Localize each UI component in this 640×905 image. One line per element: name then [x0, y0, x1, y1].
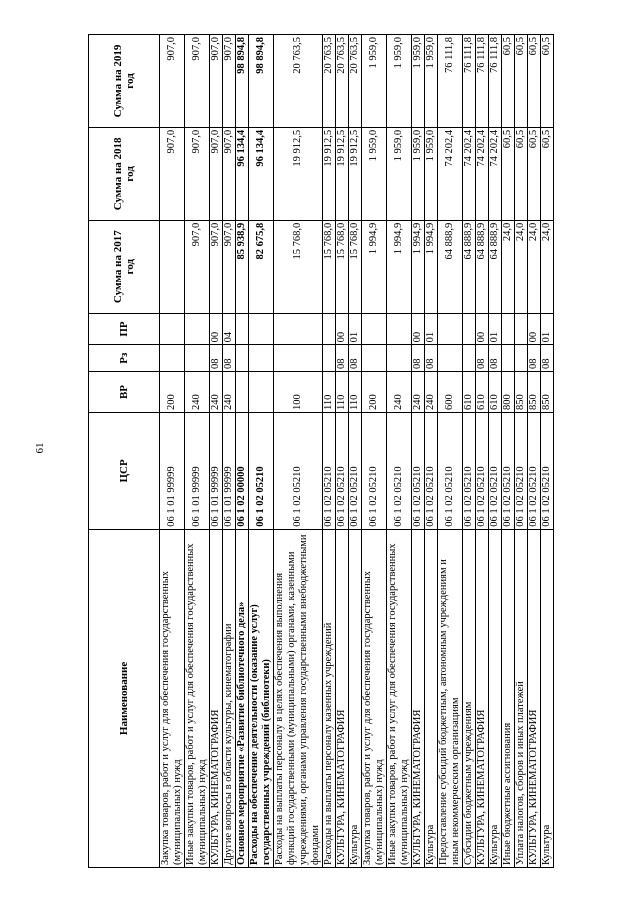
row-2018: 907,0: [185, 127, 210, 220]
row-2019: 60,5: [502, 35, 515, 128]
row-csr: 06 1 01 99999: [210, 413, 223, 530]
row-rz: 08: [528, 345, 541, 372]
row-2019: 907,0: [210, 35, 223, 128]
row-rz: 08: [541, 345, 554, 372]
row-pr: [502, 313, 515, 345]
row-name: Предоставление субсидий бюджетным, автономным учреждениям и иным некоммерческим организациям: [438, 529, 463, 867]
row-pr: [515, 313, 528, 345]
row-rz: [362, 345, 387, 372]
row-vr: 240: [223, 371, 236, 412]
row-csr: 06 1 02 00000: [236, 413, 249, 530]
row-pr: 01: [489, 313, 502, 345]
table-row: [463, 35, 476, 868]
row-2019: 1 959,0: [412, 35, 425, 128]
table-row: [249, 35, 274, 868]
row-pr: [387, 313, 412, 345]
row-rz: [463, 345, 476, 372]
row-2017: [160, 220, 185, 313]
row-2019: 60,5: [541, 35, 554, 128]
row-vr: 850: [541, 371, 554, 412]
row-pr: 00: [210, 313, 223, 345]
row-2018: 19 912,5: [274, 127, 323, 220]
row-name: Культура: [425, 529, 438, 867]
header-rz: Рз: [89, 345, 160, 372]
row-2017: 64 888,9: [463, 220, 476, 313]
row-2017: 907,0: [223, 220, 236, 313]
row-vr: [236, 371, 249, 412]
row-csr: 06 1 02 05210: [323, 413, 336, 530]
row-pr: [323, 313, 336, 345]
row-2018: 1 959,0: [412, 127, 425, 220]
row-vr: 240: [210, 371, 223, 412]
row-2019: 1 959,0: [362, 35, 387, 128]
row-2017: 64 888,9: [489, 220, 502, 313]
row-csr: 06 1 02 05210: [349, 413, 362, 530]
table-row: [438, 35, 463, 868]
table-row: [362, 35, 387, 868]
row-2019: 60,5: [528, 35, 541, 128]
table-row: [223, 35, 236, 868]
row-rz: 08: [336, 345, 349, 372]
row-2019: 76 111,8: [489, 35, 502, 128]
row-csr: 06 1 01 99999: [223, 413, 236, 530]
row-name: КУЛЬТУРА, КИНЕМАТОГРАФИЯ: [528, 529, 541, 867]
row-vr: 110: [323, 371, 336, 412]
row-2017: 64 888,9: [476, 220, 489, 313]
row-name: Культура: [349, 529, 362, 867]
row-csr: 06 1 01 99999: [160, 413, 185, 530]
row-2019: 20 763,5: [336, 35, 349, 128]
row-name: Расходы на выплаты персоналу казенных учреждений: [323, 529, 336, 867]
row-name: Закупка товаров, работ и услуг для обеспечения государственных (муниципальных) нужд: [362, 529, 387, 867]
row-rz: [236, 345, 249, 372]
row-rz: [387, 345, 412, 372]
row-2017: 15 768,0: [323, 220, 336, 313]
table-row: [274, 35, 323, 868]
row-name: Иные закупки товаров, работ и услуг для обеспечения государственных (муниципальных) нужд: [387, 529, 412, 867]
row-2019: 76 111,8: [438, 35, 463, 128]
row-2018: 74 202,4: [489, 127, 502, 220]
table-row: [236, 35, 249, 868]
row-2019: 60,5: [515, 35, 528, 128]
table-row: [349, 35, 362, 868]
rotated-page: [88, 34, 599, 868]
row-vr: 600: [438, 371, 463, 412]
row-pr: [463, 313, 476, 345]
row-rz: 08: [412, 345, 425, 372]
row-2019: 76 111,8: [463, 35, 476, 128]
row-name: КУЛЬТУРА, КИНЕМАТОГРАФИЯ: [336, 529, 349, 867]
row-rz: [438, 345, 463, 372]
table-row: [476, 35, 489, 868]
row-csr: 06 1 02 05210: [489, 413, 502, 530]
row-rz: [160, 345, 185, 372]
row-2018: 60,5: [502, 127, 515, 220]
row-vr: 110: [336, 371, 349, 412]
row-vr: 240: [425, 371, 438, 412]
row-vr: 610: [489, 371, 502, 412]
row-csr: 06 1 02 05210: [528, 413, 541, 530]
row-rz: 08: [349, 345, 362, 372]
row-2017: 907,0: [185, 220, 210, 313]
row-vr: 240: [412, 371, 425, 412]
row-csr: 06 1 02 05210: [362, 413, 387, 530]
row-csr: 06 1 02 05210: [438, 413, 463, 530]
row-name: Культура: [489, 529, 502, 867]
row-rz: [323, 345, 336, 372]
row-vr: 200: [362, 371, 387, 412]
row-2017: 15 768,0: [349, 220, 362, 313]
page-number: 61: [34, 442, 46, 454]
row-2019: 907,0: [185, 35, 210, 128]
row-vr: [249, 371, 274, 412]
row-2018: 60,5: [541, 127, 554, 220]
row-pr: 00: [528, 313, 541, 345]
row-2018: 1 959,0: [387, 127, 412, 220]
row-2019: 98 894,8: [249, 35, 274, 128]
row-2019: 20 763,5: [323, 35, 336, 128]
row-2018: 1 959,0: [425, 127, 438, 220]
row-2017: 64 888,9: [438, 220, 463, 313]
row-2018: 74 202,4: [463, 127, 476, 220]
row-2019: 98 894,8: [236, 35, 249, 128]
row-rz: [502, 345, 515, 372]
header-row: [89, 35, 160, 868]
table-row: [489, 35, 502, 868]
table-row: [185, 35, 210, 868]
table-row: [502, 35, 515, 868]
row-2017: 24,0: [515, 220, 528, 313]
table-row: [425, 35, 438, 868]
row-csr: 06 1 02 05210: [541, 413, 554, 530]
table-row: [323, 35, 336, 868]
row-name: Основное мероприятие «Развитие библиотечного дела»: [236, 529, 249, 867]
header-2018: Сумма на 2018 год: [89, 127, 160, 220]
row-2017: 24,0: [541, 220, 554, 313]
table-row: [515, 35, 528, 868]
table-row: [210, 35, 223, 868]
row-pr: [438, 313, 463, 345]
row-vr: 100: [274, 371, 323, 412]
row-pr: 01: [425, 313, 438, 345]
row-vr: 850: [528, 371, 541, 412]
row-rz: [185, 345, 210, 372]
row-2019: 1 959,0: [425, 35, 438, 128]
row-pr: [160, 313, 185, 345]
row-2019: 76 111,8: [476, 35, 489, 128]
budget-table-frame: [88, 34, 599, 868]
row-2018: 60,5: [528, 127, 541, 220]
row-2018: 1 959,0: [362, 127, 387, 220]
row-vr: 240: [387, 371, 412, 412]
row-vr: 110: [349, 371, 362, 412]
row-pr: [236, 313, 249, 345]
row-rz: 08: [489, 345, 502, 372]
header-pr: ПР: [89, 313, 160, 345]
header-vr: ВР: [89, 371, 160, 412]
row-vr: 200: [160, 371, 185, 412]
row-csr: 06 1 02 05210: [387, 413, 412, 530]
row-rz: [515, 345, 528, 372]
row-name: Субсидии бюджетным учреждениям: [463, 529, 476, 867]
row-csr: 06 1 02 05210: [476, 413, 489, 530]
row-rz: 08: [476, 345, 489, 372]
row-name: Другие вопросы в области культуры, кинематографии: [223, 529, 236, 867]
row-csr: 06 1 02 05210: [502, 413, 515, 530]
row-csr: 06 1 02 05210: [336, 413, 349, 530]
row-name: Расходы на обеспечение деятельности (оказание услуг) государственных учреждений (библиотеки): [249, 529, 274, 867]
table-row: [336, 35, 349, 868]
table-row: [412, 35, 425, 868]
row-csr: 06 1 02 05210: [274, 413, 323, 530]
row-csr: 06 1 02 05210: [463, 413, 476, 530]
row-pr: 01: [349, 313, 362, 345]
row-2018: 96 134,4: [249, 127, 274, 220]
row-csr: 06 1 02 05210: [249, 413, 274, 530]
row-2018: 60,5: [515, 127, 528, 220]
table-row: [387, 35, 412, 868]
row-csr: 06 1 02 05210: [425, 413, 438, 530]
row-2017: 82 675,8: [249, 220, 274, 313]
row-2019: 907,0: [160, 35, 185, 128]
row-2019: 20 763,5: [349, 35, 362, 128]
row-2019: 1 959,0: [387, 35, 412, 128]
header-2019: Сумма на 2019 год: [89, 35, 160, 128]
row-name: КУЛЬТУРА, КИНЕМАТОГРАФИЯ: [210, 529, 223, 867]
row-2017: 85 938,9: [236, 220, 249, 313]
row-name: Культура: [541, 529, 554, 867]
row-2019: 20 763,5: [274, 35, 323, 128]
row-2017: 15 768,0: [336, 220, 349, 313]
header-name: Наименование: [89, 529, 160, 867]
row-2018: 19 912,5: [336, 127, 349, 220]
row-name: Расходы на выплаты персоналу в целях обеспечения выполнения функций государственными (муниципальными) органами, казенными учреждениями, органами управления государственными внебюджетными фондами: [274, 529, 323, 867]
row-2019: 907,0: [223, 35, 236, 128]
row-2017: 24,0: [528, 220, 541, 313]
row-vr: 850: [515, 371, 528, 412]
row-rz: 08: [223, 345, 236, 372]
row-pr: 00: [476, 313, 489, 345]
row-2018: 907,0: [223, 127, 236, 220]
row-2017: 15 768,0: [274, 220, 323, 313]
row-name: Закупка товаров, работ и услуг для обеспечения государственных (муниципальных) нужд: [160, 529, 185, 867]
row-vr: 610: [476, 371, 489, 412]
row-rz: [249, 345, 274, 372]
header-csr: ЦСР: [89, 413, 160, 530]
row-2018: 907,0: [160, 127, 185, 220]
row-pr: [249, 313, 274, 345]
table-row: [160, 35, 185, 868]
row-rz: 08: [425, 345, 438, 372]
row-vr: 240: [185, 371, 210, 412]
row-name: Иные бюджетные ассигнования: [502, 529, 515, 867]
row-2017: 1 994,9: [412, 220, 425, 313]
row-pr: [274, 313, 323, 345]
row-pr: 00: [336, 313, 349, 345]
row-csr: 06 1 02 05210: [412, 413, 425, 530]
row-pr: 01: [541, 313, 554, 345]
header-2017: Сумма на 2017 год: [89, 220, 160, 313]
row-name: КУЛЬТУРА, КИНЕМАТОГРАФИЯ: [476, 529, 489, 867]
row-pr: [185, 313, 210, 345]
row-csr: 06 1 01 99999: [185, 413, 210, 530]
table-row: [541, 35, 554, 868]
table-body: [160, 35, 554, 868]
budget-table: [88, 34, 554, 868]
row-2018: 19 912,5: [323, 127, 336, 220]
row-2018: 907,0: [210, 127, 223, 220]
row-2018: 74 202,4: [438, 127, 463, 220]
row-2017: 1 994,9: [362, 220, 387, 313]
row-name: Иные закупки товаров, работ и услуг для обеспечения государственных (муниципальных) нужд: [185, 529, 210, 867]
row-2017: 1 994,9: [425, 220, 438, 313]
row-name: Уплата налогов, сборов и иных платежей: [515, 529, 528, 867]
row-2017: 907,0: [210, 220, 223, 313]
row-rz: [274, 345, 323, 372]
row-rz: 08: [210, 345, 223, 372]
row-2018: 19 912,5: [349, 127, 362, 220]
row-pr: 04: [223, 313, 236, 345]
row-vr: 800: [502, 371, 515, 412]
table-row: [528, 35, 541, 868]
row-2017: 1 994,9: [387, 220, 412, 313]
row-vr: 610: [463, 371, 476, 412]
row-2018: 96 134,4: [236, 127, 249, 220]
row-2017: 24,0: [502, 220, 515, 313]
row-pr: [362, 313, 387, 345]
row-csr: 06 1 02 05210: [515, 413, 528, 530]
row-pr: 00: [412, 313, 425, 345]
row-name: КУЛЬТУРА, КИНЕМАТОГРАФИЯ: [412, 529, 425, 867]
row-2018: 74 202,4: [476, 127, 489, 220]
